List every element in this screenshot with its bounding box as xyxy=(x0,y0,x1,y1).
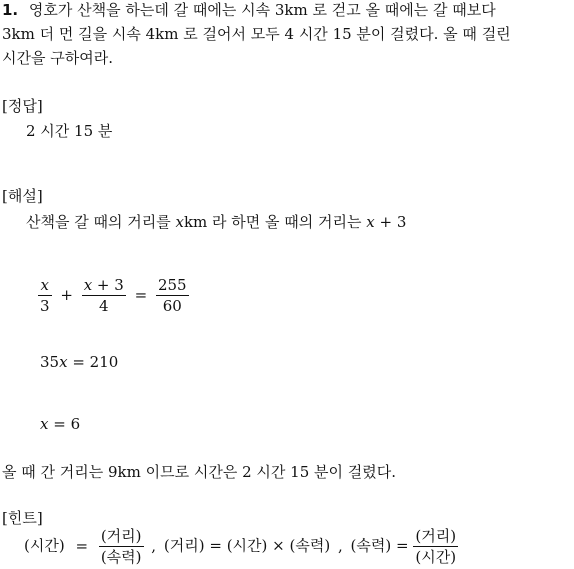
hint-frac2-bar xyxy=(413,546,458,547)
hint-eq-3: = xyxy=(396,536,409,555)
hint-eq-2: = xyxy=(209,536,222,555)
solution-intro-expr-rest: + 3 xyxy=(374,213,407,231)
solution-intro-var: x xyxy=(175,213,184,231)
hint-time-label-2: (시간) xyxy=(226,536,268,555)
hint-times-sign: × xyxy=(272,536,285,555)
eq2-rest: = 210 xyxy=(67,353,119,371)
hint-formulas xyxy=(24,527,458,566)
hint-eq-1: = xyxy=(75,536,89,555)
eq3-var: x xyxy=(40,415,49,433)
equation-1 xyxy=(38,276,189,315)
hint-comma-2: , xyxy=(337,536,343,555)
frac1-num: x xyxy=(40,276,49,294)
solution-conclusion: 올 때 간 거리는 9km 이므로 시간은 2 시간 15 분이 걸렸다. xyxy=(2,463,397,481)
problem-text-1: 영호가 산책을 하는데 갈 때에는 시속 3km 로 걷고 올 때에는 갈 때보다 xyxy=(28,1,496,19)
frac2-bar xyxy=(82,295,126,296)
hint-frac1-bar xyxy=(99,546,144,547)
frac3-bar xyxy=(156,295,189,296)
hint-fraction-distance-over-time xyxy=(413,527,458,566)
hint-frac2-den: (시간) xyxy=(415,548,457,566)
fraction-255-over-60 xyxy=(156,276,189,315)
hint-speed-label: (속력) xyxy=(289,536,331,555)
solution-intro-a: 산책을 갈 때의 거리를 xyxy=(26,213,176,231)
frac1-den: 3 xyxy=(40,297,50,315)
frac3-den: 60 xyxy=(162,297,182,315)
hint-frac1-den: (속력) xyxy=(100,548,142,566)
equation-3 xyxy=(40,414,80,434)
equation-2 xyxy=(40,352,118,372)
hint-fraction-distance-over-speed xyxy=(99,527,144,566)
solution-intro-b: km 라 하면 올 때의 거리는 xyxy=(183,213,367,231)
frac1-bar xyxy=(38,295,52,296)
hint-time-label: (시간) xyxy=(24,536,65,555)
solution-header: [해설] xyxy=(2,187,43,205)
hint-frac1-num: (거리) xyxy=(100,527,142,545)
plus-sign: + xyxy=(60,285,73,304)
problem-number: 1. xyxy=(2,1,19,19)
eq3-rest: = 6 xyxy=(48,415,81,433)
answer-text: 2 시간 15 분 xyxy=(26,122,113,140)
hint-distance-label: (거리) xyxy=(163,536,205,555)
hint-speed-label-2: (속력) xyxy=(350,536,392,555)
solution-intro-expr-var: x xyxy=(366,213,375,231)
problem-line-3: 시간을 구하여라. xyxy=(2,49,113,67)
answer-header: [정답] xyxy=(2,97,43,115)
equals-sign: = xyxy=(134,285,148,304)
eq2-coef: 35 xyxy=(40,353,60,371)
frac2-num-rest: + 3 xyxy=(92,276,124,294)
hint-header: [힌트] xyxy=(2,509,43,527)
frac2-num-var: x xyxy=(83,276,93,294)
fraction-x-plus-3-over-4 xyxy=(82,276,126,315)
frac2-den: 4 xyxy=(98,297,109,315)
hint-comma-1: , xyxy=(151,536,157,555)
problem-line-2: 3km 더 먼 길을 시속 4km 로 걸어서 모두 4 시간 15 분이 걸렸다. 올 때 걸린 xyxy=(2,25,511,43)
eq2-var: x xyxy=(59,353,68,371)
fraction-x-over-3 xyxy=(38,276,52,315)
solution-intro xyxy=(26,212,406,232)
problem-line-1 xyxy=(2,0,496,20)
frac3-num: 255 xyxy=(157,276,187,294)
hint-frac2-num: (거리) xyxy=(415,527,457,545)
